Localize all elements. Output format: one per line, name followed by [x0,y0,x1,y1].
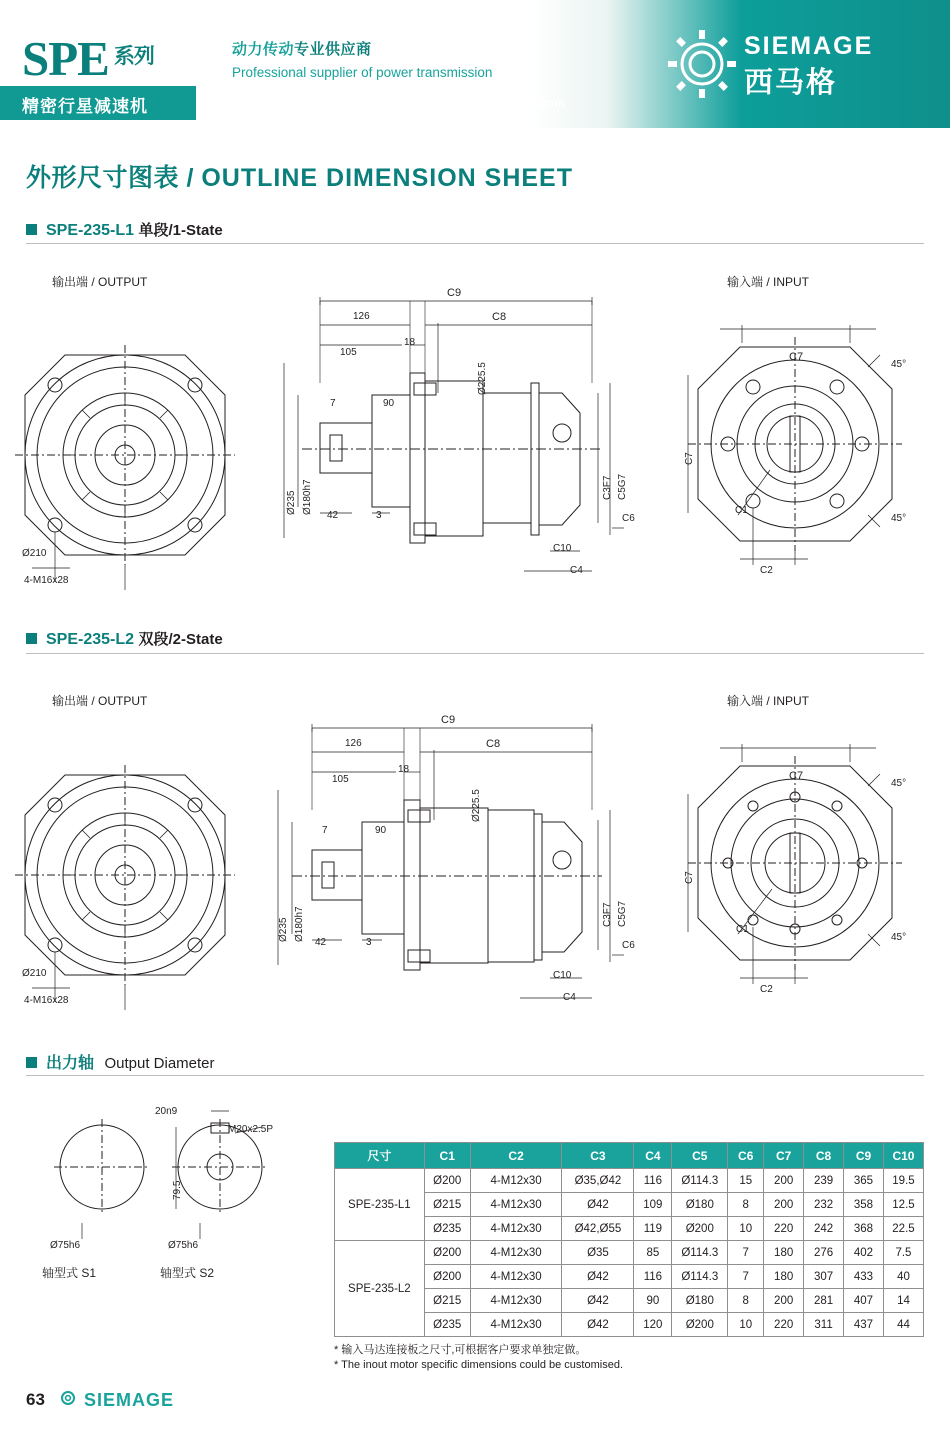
page-number: 63 [26,1390,45,1409]
cell: 109 [634,1193,672,1217]
th-c9: C9 [844,1143,884,1169]
table-row [335,1169,924,1193]
cell: 19.5 [883,1169,923,1193]
cell: 8 [728,1289,764,1313]
cell: Ø114.3 [672,1265,728,1289]
dim-c7-top-2: C7 [789,770,804,782]
cell: Ø42 [562,1313,634,1337]
tagline-en: Professional supplier of power transmission [232,65,493,80]
dim-c6: C6 [622,513,635,524]
cell: 15 [728,1169,764,1193]
cell: 220 [764,1313,804,1337]
shaft-s2-dia: Ø75h6 [168,1240,199,1251]
cell: 10 [728,1217,764,1241]
cell: Ø200 [424,1265,470,1289]
section-heading-l2: SPE-235-L2 双段/2-State [26,628,223,649]
cell: Ø215 [424,1193,470,1217]
angle-45-top: 45° [891,359,907,370]
gear-icon-footer [58,1388,78,1408]
cell: 7 [728,1241,764,1265]
product-name-cn: 精密行星减速机 [22,97,148,116]
dim-c5g7-2: C5G7 [617,900,628,927]
dim-c10-2: C10 [553,970,572,981]
cell: 433 [844,1265,884,1289]
angle-45-top-2: 45° [891,778,907,789]
company-logo [666,24,936,106]
drawing-l1 [0,255,950,605]
dim-c3f7: C3F7 [602,475,613,500]
dim-d2255: Ø225.5 [477,362,488,395]
cell: 10 [728,1313,764,1337]
cell: 311 [804,1313,844,1337]
cell: Ø35,Ø42 [562,1169,634,1193]
page-header [0,0,950,140]
dim-c8-2: C8 [486,738,501,750]
shaft-s1-dia: Ø75h6 [50,1240,81,1251]
dim-7: 7 [330,398,336,409]
angle-45-bottom: 45° [891,513,907,524]
input-face-view [680,315,940,585]
th-c8: C8 [804,1143,844,1169]
th-c5: C5 [672,1143,728,1169]
shaft-length: 79.5 [172,1180,183,1200]
cell: Ø200 [672,1313,728,1337]
dim-90: 90 [383,398,395,409]
section-heading-output: 出力轴 Output Diameter [26,1050,215,1073]
angle-45-bottom-2: 45° [891,932,907,943]
table-row [335,1241,924,1265]
dim-c4: C4 [570,565,583,576]
cell: Ø215 [424,1289,470,1313]
footer-brand: SIEMAGE [84,1390,175,1410]
cell: Ø200 [424,1241,470,1265]
table-note-en: * The inout motor specific dimensions could be customised. [334,1359,623,1371]
gear-icon [666,28,738,100]
section-heading-l1: SPE-235-L1 单段/1-State [26,219,223,240]
dim-c2: C2 [760,565,773,576]
cell: 12.5 [883,1193,923,1217]
cell: Ø42 [562,1265,634,1289]
shaft-thread: M20x2.5P [228,1124,274,1135]
section-code-2: SPE-235-L2 [46,631,135,648]
th-c1: C1 [424,1143,470,1169]
page-title-cn: 外形尺寸图表 [26,164,180,192]
dim-105: 105 [340,347,357,358]
dim-c7-top: C7 [789,351,804,363]
page-title: 外形尺寸图表 / OUTLINE DIMENSION SHEET [26,164,573,192]
cell: Ø200 [672,1217,728,1241]
table-header-row [335,1143,924,1169]
cell: 40 [883,1265,923,1289]
label-bolt-2: 4-M16x28 [24,995,69,1006]
dim-c5g7: C5G7 [617,473,628,500]
cell: 220 [764,1217,804,1241]
output-side-label: 输出端 / OUTPUT [52,275,148,289]
cell: 4-M12x30 [470,1313,562,1337]
th-size: 尺寸 [335,1143,425,1169]
dim-d2255-2: Ø225.5 [471,789,482,822]
cell: Ø42 [562,1193,634,1217]
cell: 4-M12x30 [470,1241,562,1265]
dimension-table [334,1142,924,1337]
dim-3: 3 [376,510,382,521]
product-name-block [0,86,196,120]
cell: 365 [844,1169,884,1193]
bullet-square-icon-2 [26,633,37,644]
tagline-cn: 动力传动专业供应商 [232,41,372,58]
dim-c7-left: C7 [684,452,695,465]
dim-d235: Ø235 [286,490,297,515]
output-face-view-2 [10,720,270,1020]
cell: 281 [804,1289,844,1313]
section-view-l2 [262,710,632,1010]
cell: 14 [883,1289,923,1313]
brand-series-text: SPE [22,31,109,86]
cell: Ø235 [424,1217,470,1241]
brand-series-cn: 系列 [113,45,154,68]
dim-90-2: 90 [375,825,387,836]
dim-c10: C10 [553,543,572,554]
cell: 4-M12x30 [470,1217,562,1241]
cell: 44 [883,1313,923,1337]
dim-18: 18 [404,337,416,348]
cell: 7 [728,1265,764,1289]
bullet-square-icon [26,224,37,235]
input-face-view-2 [680,734,940,1004]
section-divider-2 [26,653,924,654]
output-side-label-2: 输出端 / OUTPUT [52,694,148,708]
cell: Ø42,Ø55 [562,1217,634,1241]
dim-42-2: 42 [315,937,327,948]
cell: 120 [634,1313,672,1337]
cell: Ø200 [424,1169,470,1193]
cell: 239 [804,1169,844,1193]
cell: 7.5 [883,1241,923,1265]
cell: 4-M12x30 [470,1289,562,1313]
dim-c9-2: C9 [441,714,456,726]
dim-7-2: 7 [322,825,328,836]
dim-d235-2: Ø235 [278,917,289,942]
cell: 180 [764,1241,804,1265]
brand-series-logo [22,30,154,87]
th-c10: C10 [883,1143,923,1169]
dim-c1: C1 [735,505,748,516]
dim-d180h7: Ø180h7 [302,479,313,515]
dim-c9: C9 [447,287,462,299]
cell-model-l2: SPE-235-L2 [335,1241,425,1337]
cell-model-l1: SPE-235-L1 [335,1169,425,1241]
cell: Ø235 [424,1313,470,1337]
input-side-label: 输入端 / INPUT [727,275,810,289]
dim-c2-2: C2 [760,984,773,995]
cell: 368 [844,1217,884,1241]
section-code: SPE-235-L1 [46,222,135,239]
cell: 4-M12x30 [470,1193,562,1217]
cell: 307 [804,1265,844,1289]
cell: 232 [804,1193,844,1217]
dim-18-2: 18 [398,764,410,775]
cell: Ø35 [562,1241,634,1265]
cell: Ø114.3 [672,1241,728,1265]
drawing-l2 [0,668,950,1028]
section-divider [26,243,924,244]
cell: 85 [634,1241,672,1265]
dim-105-2: 105 [332,774,349,785]
dim-c3f7-2: C3F7 [602,902,613,927]
website-link[interactable]: www.siemage.com [452,96,566,110]
dim-c8: C8 [492,311,507,323]
cell: Ø180 [672,1193,728,1217]
input-side-label-2: 输入端 / INPUT [727,694,810,708]
shaft-key-width: 20n9 [155,1106,178,1117]
dim-3-2: 3 [366,937,372,948]
bullet-square-icon-3 [26,1057,37,1068]
label-bolt: 4-M16x28 [24,575,69,586]
page-title-en: OUTLINE DIMENSION SHEET [201,164,573,192]
dim-c4-2: C4 [563,992,576,1003]
cell: 200 [764,1289,804,1313]
output-face-view [10,300,270,600]
cell: 437 [844,1313,884,1337]
table-note-cn: * 输入马达连接板之尺寸,可根据客户要求单独定做。 [334,1344,587,1356]
strap-cn: 致力智造塑造传动精品 [232,96,363,110]
dim-c1-2: C1 [736,924,749,935]
cell: Ø180 [672,1289,728,1313]
section-divider-3 [26,1075,924,1076]
dim-c6-2: C6 [622,940,635,951]
dim-d180h7-2: Ø180h7 [294,906,305,942]
shaft-s2-label: 轴型式 S2 [160,1266,215,1280]
cell: 200 [764,1169,804,1193]
dim-126-2: 126 [345,738,362,749]
cell: 116 [634,1265,672,1289]
section-code-3: 出力轴 [46,1055,95,1072]
cell: 402 [844,1241,884,1265]
cell: 116 [634,1169,672,1193]
dim-42: 42 [327,510,339,521]
company-brand-en: SIEMAGE [744,32,874,60]
header-tagline [232,38,652,80]
cell: Ø114.3 [672,1169,728,1193]
dim-126: 126 [353,311,370,322]
th-c4: C4 [634,1143,672,1169]
cell: 407 [844,1289,884,1313]
th-c3: C3 [562,1143,634,1169]
cell: 119 [634,1217,672,1241]
section-view-l1 [262,283,632,583]
cell: 242 [804,1217,844,1241]
th-c2: C2 [470,1143,562,1169]
th-c7: C7 [764,1143,804,1169]
cell: 200 [764,1193,804,1217]
cell: 90 [634,1289,672,1313]
cell: 276 [804,1241,844,1265]
dim-c7-left-2: C7 [684,871,695,884]
company-brand-cn: 西马格 [744,67,838,99]
cell: 358 [844,1193,884,1217]
cell: 4-M12x30 [470,1169,562,1193]
th-c6: C6 [728,1143,764,1169]
label-d210-2: Ø210 [22,968,47,979]
shaft-s1-label: 轴型式 S1 [42,1266,97,1280]
label-d210: Ø210 [22,548,47,559]
cell: Ø42 [562,1289,634,1313]
cell: 8 [728,1193,764,1217]
cell: 22.5 [883,1217,923,1241]
cell: 4-M12x30 [470,1265,562,1289]
cell: 180 [764,1265,804,1289]
